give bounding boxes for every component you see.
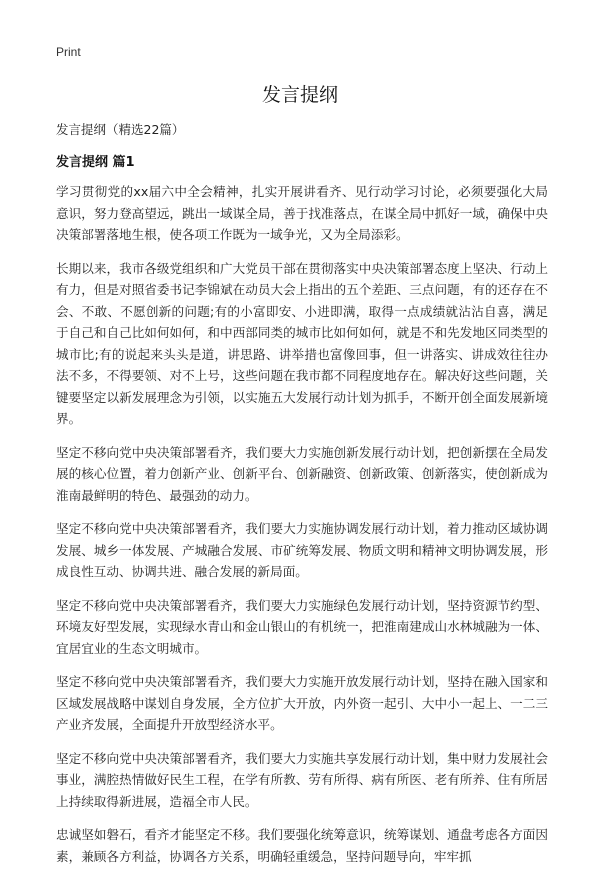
- paragraph-4: 坚定不移向党中央决策部署看齐，我们要大力实施协调发展行动计划，着力推动区域协调发展、城乡一体发展、产城融合发展、市矿统筹发展、物质文明和精神文明协调发展，形成良性互动、协调共进、融合发展的新局面。: [56, 521, 548, 579]
- print-label[interactable]: Print: [56, 45, 81, 59]
- paragraph-2: 长期以来，我市各级党组织和广大党员干部在贯彻落实中央决策部署态度上坚决、行动上有力，但是对照省委书记李锦斌在动员大会上指出的五个差距、三点问题，有的还存在不会、不敢、不愿创新的问题;有的小富即安、小进即满，取得一点成绩就沾沾自喜，满足于自己和自己比如何如何，和中西部同类的城市比如何如何，就是不和先发地区同类型的城市比;有的说起来头头是道，讲思路、讲举措也富像回事，但一讲落实、讲成效往往办法不多，不得要领、对不上号，这些问题在我市都不同程度地存在。解决好这些问题，关键要坚定以新发展理念为引领，以实施五大发展行动计划为抓手，不断开创全面发展新境界。: [56, 260, 548, 426]
- paragraph-5: 坚定不移向党中央决策部署看齐，我们要大力实施绿色发展行动计划，坚持资源节约型、环境友好型发展，实现绿水青山和金山银山的有机统一，把淮南建成山水林城融为一体、宜居宜业的生态文明城市。: [56, 597, 548, 656]
- article-body: [56, 181, 548, 879]
- paragraph-6: 坚定不移向党中央决策部署看齐，我们要大力实施开放发展行动计划，坚持在融入国家和区域发展战略中谋划自身发展，全方位扩大开放，内外资一起引、大中小一起上、一二三产业齐发展，全面提升开放型经济水平。: [56, 674, 548, 732]
- document-title: 发言提纲: [261, 84, 338, 106]
- document-subtitle: 发言提纲（精选22篇）: [56, 122, 185, 137]
- paragraph-3: 坚定不移向党中央决策部署看齐，我们要大力实施创新发展行动计划，把创新摆在全局发展的核心位置，着力创新产业、创新平台、创新融资、创新政策、创新落实，使创新成为淮南最鲜明的特色、最强劲的动力。: [56, 444, 548, 503]
- paragraph-1: 学习贯彻党的xx届六中全会精神，扎实开展讲看齐、见行动学习讨论，必须要强化大局意识，努力登高望远，跳出一域谋全局，善于找准落点，在谋全局中抓好一域，确保中央决策部署落地生根，使各项工作既为一域争光，又为全局添彩。: [56, 184, 548, 242]
- paragraph-7: 坚定不移向党中央决策部署看齐，我们要大力实施共享发展行动计划，集中财力发展社会事业，满腔热情做好民生工程，在学有所教、劳有所得、病有所医、老有所养、住有所居上持续取得新进展，造福全市人民。: [56, 750, 548, 809]
- paragraph-8: 忠诚坚如磐石，看齐才能坚定不移。我们要强化统筹意识，统筹谋划、通盘考虑各方面因素，兼顾各方利益，协调各方关系，明确轻重缓急，坚持问题导向，牢牢抓: [56, 827, 548, 864]
- section-heading: 发言提纲 篇1: [56, 155, 135, 170]
